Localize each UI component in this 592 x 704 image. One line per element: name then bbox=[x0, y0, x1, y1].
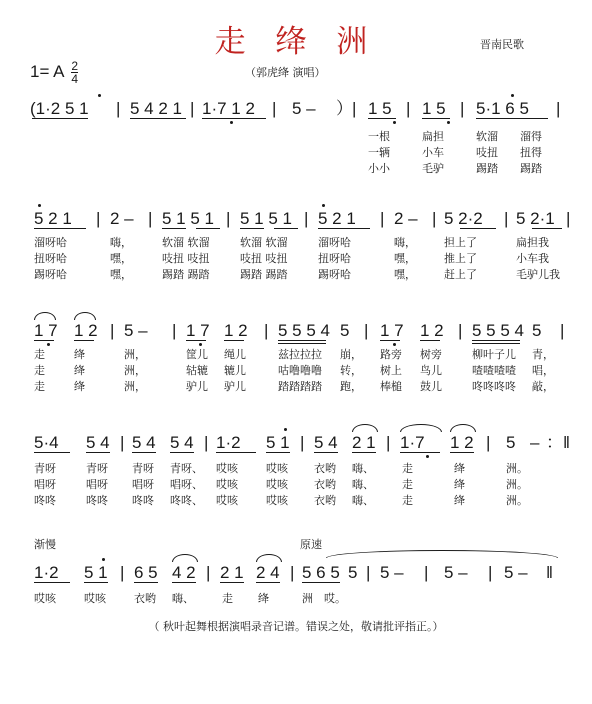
note-group: 6 5 bbox=[134, 563, 158, 582]
lyrics-row-3 bbox=[30, 346, 570, 394]
barline: | bbox=[460, 99, 465, 118]
lyric-word: 走 bbox=[402, 494, 413, 507]
lyric-word: 推上了 bbox=[444, 252, 477, 265]
lyric-word: 柳叶子儿 bbox=[472, 348, 516, 361]
lyric-word: 青呀 bbox=[86, 462, 108, 475]
underline bbox=[196, 228, 220, 229]
notation-row-1 bbox=[30, 96, 570, 122]
barline: | bbox=[556, 99, 561, 118]
underline bbox=[450, 452, 474, 453]
lyric-word: 衣哟 bbox=[314, 494, 336, 507]
tempo-marking-slowing: 渐慢 bbox=[34, 538, 56, 551]
slur bbox=[74, 312, 96, 320]
underline bbox=[314, 452, 338, 453]
notation-row-2 bbox=[30, 206, 570, 232]
octave-dot bbox=[102, 558, 105, 561]
lyric-line bbox=[30, 362, 570, 378]
underline bbox=[422, 118, 450, 119]
lyric-word: 踢呀哈 bbox=[318, 268, 351, 281]
barline: | bbox=[110, 321, 115, 340]
lyric-word: 小车我 bbox=[516, 252, 549, 265]
underline bbox=[34, 452, 70, 453]
lyric-word: 咚咚 bbox=[86, 494, 108, 507]
lyric-word: 绛 bbox=[454, 494, 465, 507]
lyric-word: 绛 bbox=[258, 592, 269, 605]
lyric-word: 洲， bbox=[124, 380, 146, 393]
lyric-word: 嗨、 bbox=[352, 494, 374, 507]
lyric-word: 软溜 软溜 bbox=[240, 236, 288, 249]
lyric-line bbox=[30, 378, 570, 394]
barline: | bbox=[120, 433, 125, 452]
lyric-word: 一辆 bbox=[368, 146, 390, 159]
underline bbox=[224, 340, 244, 341]
lyric-word: 毛驴 bbox=[422, 162, 444, 175]
note-group: 1·7 bbox=[400, 433, 425, 452]
notation-row-3 bbox=[30, 318, 570, 344]
lyric-line bbox=[30, 144, 570, 160]
note-group: 5 – bbox=[124, 321, 148, 340]
lyric-line bbox=[30, 346, 570, 362]
underline bbox=[162, 228, 186, 229]
lyric-word: 唱呀 bbox=[34, 478, 56, 491]
lyric-word: 唱呀 bbox=[86, 478, 108, 491]
notation-row-4 bbox=[30, 430, 570, 456]
lyric-line bbox=[30, 492, 570, 508]
note-group: 1 5 bbox=[368, 99, 392, 118]
barline: | bbox=[206, 563, 211, 582]
lyric-word: 踏踏踏踏 bbox=[278, 380, 322, 393]
tie bbox=[326, 550, 558, 558]
barline: | bbox=[190, 99, 195, 118]
slur bbox=[450, 424, 476, 432]
note-group: 1·7 1 2 bbox=[202, 99, 255, 118]
octave-dot bbox=[38, 204, 41, 207]
lyric-word: 扁担我 bbox=[516, 236, 549, 249]
note-group: 5·4 bbox=[34, 433, 59, 452]
underline bbox=[256, 582, 280, 583]
lyric-word: 哎咳 bbox=[266, 462, 288, 475]
note-group: 1 5 bbox=[422, 99, 446, 118]
barline: | bbox=[380, 209, 385, 228]
note-group: 5 6 5 bbox=[302, 563, 340, 582]
lyric-word: 洲。 bbox=[506, 462, 528, 475]
barline: | bbox=[366, 563, 371, 582]
note-group: 5 1 5 1 bbox=[162, 209, 214, 228]
underline bbox=[278, 340, 326, 341]
lyric-word: 扁担 bbox=[422, 130, 444, 143]
lyric-word: 吱扭 吱扭 bbox=[240, 252, 288, 265]
barline: | bbox=[226, 209, 231, 228]
lyric-word: 树上 bbox=[380, 364, 402, 377]
lyric-word: 哎。 bbox=[324, 592, 346, 605]
lyric-line bbox=[30, 460, 570, 476]
barline: | bbox=[264, 321, 269, 340]
underline bbox=[186, 340, 206, 341]
lyric-word: 跑， bbox=[340, 380, 362, 393]
lyric-word: 洲。 bbox=[506, 494, 528, 507]
note-group: 5 4 2 1 bbox=[130, 99, 182, 118]
lyrics-row-5 bbox=[30, 590, 570, 606]
lyric-word: 赶上了 bbox=[444, 268, 477, 281]
note-group: 5 2 1 bbox=[318, 209, 356, 228]
lyric-word: 嗨、 bbox=[352, 462, 374, 475]
end-repeat: ：‖ bbox=[546, 433, 571, 452]
lyric-word: 扭呀哈 bbox=[318, 252, 351, 265]
key-label: 1= A bbox=[30, 61, 64, 81]
underline bbox=[34, 228, 86, 229]
underline bbox=[74, 340, 94, 341]
lyric-line bbox=[30, 476, 570, 492]
slur bbox=[256, 554, 282, 562]
lyric-word: 嗨， bbox=[110, 236, 132, 249]
lyric-word: 溜呀哈 bbox=[34, 236, 67, 249]
lyric-line bbox=[30, 128, 570, 144]
note-group: 1 7 bbox=[380, 321, 404, 340]
barline: | bbox=[424, 563, 429, 582]
underline bbox=[302, 582, 340, 583]
lyric-word: 鸟儿 bbox=[420, 364, 442, 377]
lyric-line bbox=[30, 234, 570, 250]
lyric-word: 青呀、 bbox=[170, 462, 203, 475]
lyric-word: 哎咳 bbox=[34, 592, 56, 605]
underline bbox=[172, 582, 196, 583]
note-group: 1·2 bbox=[34, 563, 59, 582]
barline: | bbox=[458, 321, 463, 340]
barline: | bbox=[566, 209, 571, 228]
note-group: 5 – bbox=[292, 99, 316, 118]
note-group: 5 4 bbox=[132, 433, 156, 452]
tempo-marking-original: 原速 bbox=[300, 538, 322, 551]
octave-dot bbox=[284, 428, 287, 431]
octave-dot bbox=[447, 121, 450, 124]
note-group: 1·2 bbox=[216, 433, 241, 452]
lyric-word: 唱呀、 bbox=[170, 478, 203, 491]
note-group: 5·1 6 5 bbox=[476, 99, 529, 118]
lyric-word: 兹拉拉拉 bbox=[278, 348, 322, 361]
underline bbox=[202, 118, 266, 119]
note-group: 5 1 bbox=[266, 433, 290, 452]
octave-dot bbox=[393, 121, 396, 124]
lyric-word: 树旁 bbox=[420, 348, 442, 361]
note-group: 5 bbox=[532, 321, 542, 340]
lyric-word: 路旁 bbox=[380, 348, 402, 361]
note-group: 1 7 bbox=[186, 321, 210, 340]
lyric-word: 洲， bbox=[124, 348, 146, 361]
lyric-word: 嗨、 bbox=[172, 592, 194, 605]
underline bbox=[216, 452, 256, 453]
underline bbox=[274, 228, 298, 229]
note-group: 2 1 bbox=[220, 563, 244, 582]
notation-row-5 bbox=[30, 560, 570, 586]
song-title: 走 绛 洲 bbox=[214, 24, 378, 60]
note-group: 4 2 bbox=[172, 563, 196, 582]
lyric-word: 一根 bbox=[368, 130, 390, 143]
barline: | bbox=[204, 433, 209, 452]
barline: | bbox=[386, 433, 391, 452]
lyric-word: 筐儿 bbox=[186, 348, 208, 361]
final-barline: ‖ bbox=[546, 563, 554, 582]
lyric-word: 哎咳 bbox=[266, 494, 288, 507]
lyric-line bbox=[30, 266, 570, 282]
note-group: 1 2 bbox=[450, 433, 474, 452]
lyric-word: 敲， bbox=[532, 380, 554, 393]
underline bbox=[472, 343, 520, 344]
lyric-word: 喳喳喳喳 bbox=[472, 364, 516, 377]
slur bbox=[172, 554, 198, 562]
note-group: 2 – bbox=[110, 209, 134, 228]
lyric-word: 唱呀 bbox=[132, 478, 154, 491]
underline bbox=[86, 452, 110, 453]
octave-dot bbox=[98, 94, 101, 97]
underline bbox=[240, 228, 264, 229]
underline bbox=[32, 118, 88, 119]
lyric-word: 扭呀哈 bbox=[34, 252, 67, 265]
lyric-word: 哎咳 bbox=[84, 592, 106, 605]
lyric-word: 软溜 bbox=[476, 130, 498, 143]
lyric-word: 吱扭 吱扭 bbox=[162, 252, 210, 265]
barline: | bbox=[488, 563, 493, 582]
underline bbox=[380, 340, 400, 341]
underline bbox=[368, 118, 396, 119]
lyric-word: 咚咚 bbox=[132, 494, 154, 507]
note-group: 5 5 5 4 bbox=[278, 321, 330, 340]
transcription-footnote: （ 秋叶起舞根据演唱录音记谱。错误之处，敬请批评指正。） bbox=[148, 620, 444, 633]
note-group: 5 bbox=[340, 321, 350, 340]
underline bbox=[472, 340, 520, 341]
barline: | bbox=[304, 209, 309, 228]
note-group: 5 1 5 1 bbox=[240, 209, 292, 228]
note-group: 1 2 bbox=[224, 321, 248, 340]
note-group: 5 5 5 4 bbox=[472, 321, 524, 340]
song-origin: 晋南民歌 bbox=[480, 38, 524, 51]
lyric-line bbox=[30, 250, 570, 266]
lyric-word: 鼓儿 bbox=[420, 380, 442, 393]
underline bbox=[34, 582, 70, 583]
lyric-word: 绳儿 bbox=[224, 348, 246, 361]
note-group: 5 2 1 bbox=[34, 209, 72, 228]
lyric-word: 哎咳 bbox=[216, 494, 238, 507]
lyric-word: 嘿， bbox=[110, 268, 132, 281]
note-group: 5 bbox=[348, 563, 358, 582]
lyric-word: 咚咚 bbox=[34, 494, 56, 507]
barline: | bbox=[504, 209, 509, 228]
octave-dot bbox=[230, 121, 233, 124]
lyric-word: 溜得 bbox=[520, 130, 542, 143]
lyric-word: 走 bbox=[34, 348, 45, 361]
underline bbox=[130, 118, 186, 119]
lyric-word: 踢呀哈 bbox=[34, 268, 67, 281]
lyric-word: 哎咳 bbox=[216, 462, 238, 475]
lyric-word: 转， bbox=[340, 364, 362, 377]
underline bbox=[278, 343, 326, 344]
lyric-word: 嘿， bbox=[394, 252, 416, 265]
underline bbox=[400, 452, 440, 453]
lyric-word: 衣哟 bbox=[134, 592, 156, 605]
barline: | bbox=[272, 99, 277, 118]
lyric-line bbox=[30, 160, 570, 176]
lyric-word: 哎咳 bbox=[216, 478, 238, 491]
lyric-word: 绛 bbox=[454, 478, 465, 491]
note-group: – bbox=[530, 433, 540, 452]
note-group: 2 4 bbox=[256, 563, 280, 582]
lyric-word: 毛驴儿我 bbox=[516, 268, 560, 281]
lyric-word: 吱扭 bbox=[476, 146, 498, 159]
note-group: 5 4 bbox=[170, 433, 194, 452]
slur bbox=[400, 424, 442, 432]
octave-dot bbox=[511, 94, 514, 97]
note-group: 2 – bbox=[394, 209, 418, 228]
underline bbox=[220, 582, 244, 583]
lyric-word: 咕噜噜噜 bbox=[278, 364, 322, 377]
lyric-word: 软溜 软溜 bbox=[162, 236, 210, 249]
underline bbox=[460, 228, 496, 229]
lyric-word: 踢踏 踢踏 bbox=[240, 268, 288, 281]
underline bbox=[318, 228, 370, 229]
lyric-word: 青呀 bbox=[34, 462, 56, 475]
slur bbox=[352, 424, 378, 432]
note-group: 5 – bbox=[380, 563, 404, 582]
note-group: 5 2·2 bbox=[444, 209, 483, 228]
lyric-word: 绛 bbox=[74, 380, 85, 393]
lyric-word: 辘儿 bbox=[224, 364, 246, 377]
lyric-word: 小车 bbox=[422, 146, 444, 159]
lyric-word: 嗨、 bbox=[352, 478, 374, 491]
note-group: 1 2 bbox=[420, 321, 444, 340]
lyric-word: 走 bbox=[222, 592, 233, 605]
barline: | bbox=[486, 433, 491, 452]
lyric-word: 哎咳 bbox=[266, 478, 288, 491]
lyric-word: 衣哟 bbox=[314, 478, 336, 491]
lyric-word: 踢踏 bbox=[520, 162, 542, 175]
lyric-word: 轱辘 bbox=[186, 364, 208, 377]
underline bbox=[476, 118, 548, 119]
barline: | bbox=[148, 209, 153, 228]
lyric-word: 嗨， bbox=[394, 236, 416, 249]
lyric-word: 洲。 bbox=[506, 478, 528, 491]
time-denominator: 4 bbox=[71, 72, 78, 86]
lyric-word: 踢踏 踢踏 bbox=[162, 268, 210, 281]
lyric-word: 绛 bbox=[74, 364, 85, 377]
key-signature bbox=[30, 60, 78, 85]
lyric-word: 驴儿 bbox=[224, 380, 246, 393]
underline bbox=[266, 452, 290, 453]
underline bbox=[84, 582, 108, 583]
barline: | bbox=[560, 321, 565, 340]
barline: | bbox=[96, 209, 101, 228]
lyric-word: 嘿， bbox=[110, 252, 132, 265]
lyric-word: 青， bbox=[532, 348, 554, 361]
note-group: (1·2 5 1 bbox=[30, 99, 89, 118]
lyric-word: 唱， bbox=[532, 364, 554, 377]
paren-close: ） bbox=[336, 99, 353, 118]
barline: | bbox=[120, 563, 125, 582]
time-numerator: 2 bbox=[71, 59, 78, 73]
singer-credit: （郭虎绛 演唱） bbox=[245, 66, 326, 79]
barline: | bbox=[364, 321, 369, 340]
note-group: 5 bbox=[506, 433, 516, 452]
lyrics-row-2 bbox=[30, 234, 570, 282]
barline: | bbox=[290, 563, 295, 582]
underline bbox=[132, 452, 156, 453]
underline bbox=[352, 452, 376, 453]
underline bbox=[170, 452, 194, 453]
time-signature bbox=[71, 60, 78, 85]
lyric-word: 担上了 bbox=[444, 236, 477, 249]
note-group: 1 2 bbox=[74, 321, 98, 340]
lyric-word: 走 bbox=[34, 380, 45, 393]
underline bbox=[420, 340, 440, 341]
lyric-word: 走 bbox=[34, 364, 45, 377]
lyric-word: 走 bbox=[402, 462, 413, 475]
barline: | bbox=[116, 99, 121, 118]
lyric-word: 衣哟 bbox=[314, 462, 336, 475]
octave-dot bbox=[426, 455, 429, 458]
octave-dot bbox=[322, 204, 325, 207]
lyric-word: 棒槌 bbox=[380, 380, 402, 393]
underline bbox=[34, 340, 54, 341]
lyric-word: 溜呀哈 bbox=[318, 236, 351, 249]
underline bbox=[134, 582, 158, 583]
lyric-word: 驴儿 bbox=[186, 380, 208, 393]
lyric-word: 咚咚、 bbox=[170, 494, 203, 507]
barline: | bbox=[352, 99, 357, 118]
underline bbox=[532, 228, 562, 229]
lyric-word: 绛 bbox=[454, 462, 465, 475]
barline: | bbox=[172, 321, 177, 340]
note-group: 5 2·1 bbox=[516, 209, 555, 228]
lyric-word: 青呀 bbox=[132, 462, 154, 475]
note-group: 1 7 bbox=[34, 321, 58, 340]
lyrics-row-1 bbox=[30, 128, 570, 176]
note-group: 5 4 bbox=[314, 433, 338, 452]
lyric-word: 绛 bbox=[74, 348, 85, 361]
lyric-word: 走 bbox=[402, 478, 413, 491]
lyric-word: 咚咚咚咚 bbox=[472, 380, 516, 393]
lyric-word: 洲， bbox=[124, 364, 146, 377]
note-group: 5 – bbox=[444, 563, 468, 582]
note-group: 5 4 bbox=[86, 433, 110, 452]
note-group: 2 1 bbox=[352, 433, 376, 452]
lyrics-row-4 bbox=[30, 460, 570, 508]
barline: | bbox=[300, 433, 305, 452]
barline: | bbox=[432, 209, 437, 228]
lyric-word: 嘿， bbox=[394, 268, 416, 281]
lyric-word: 小小 bbox=[368, 162, 390, 175]
note-group: 5 1 bbox=[84, 563, 108, 582]
lyric-word: 崩， bbox=[340, 348, 362, 361]
note-group: 5 – bbox=[504, 563, 528, 582]
lyric-word: 洲 bbox=[302, 592, 313, 605]
lyric-word: 扭得 bbox=[520, 146, 542, 159]
slur bbox=[34, 312, 56, 320]
lyric-word: 踢踏 bbox=[476, 162, 498, 175]
barline: | bbox=[406, 99, 411, 118]
